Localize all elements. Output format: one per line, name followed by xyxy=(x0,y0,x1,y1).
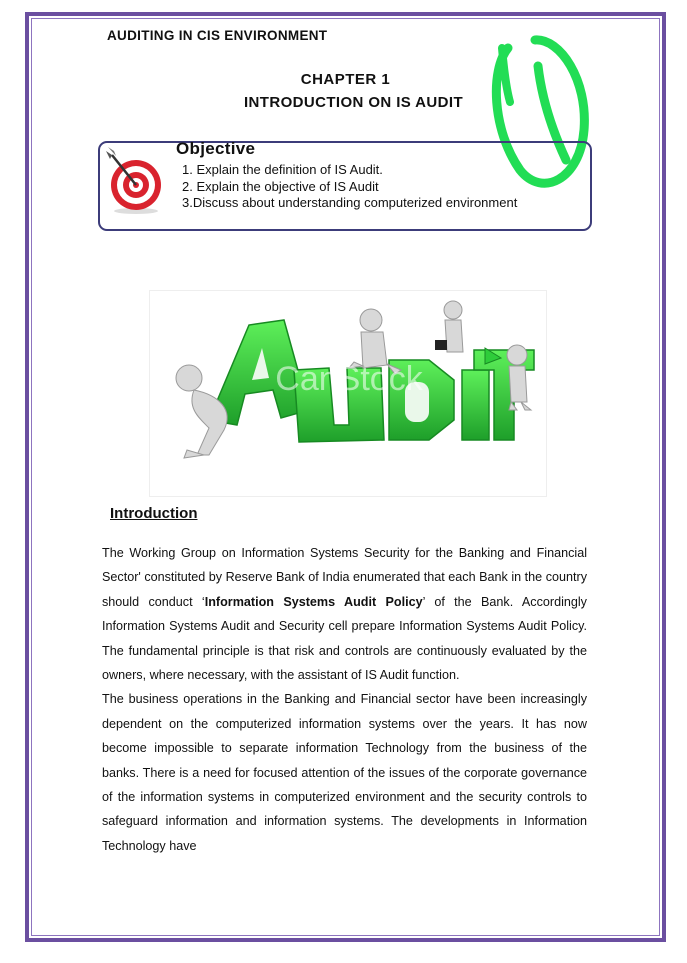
p1-text-b: ’ of the Bank. Accordingly Information Systems Audit and Security cell prepare Information Systems Audit Policy. The fundamental principle is that risk and controls are continuously evaluated by the owners, where necessary, with the assistant of IS Audit function. xyxy=(102,594,587,683)
chapter-title: INTRODUCTION ON IS AUDIT xyxy=(243,94,464,111)
introduction-heading: Introduction xyxy=(110,505,198,522)
objective-title: Objective xyxy=(176,139,256,158)
objective-item: 1. Explain the definition of IS Audit. xyxy=(182,162,383,177)
running-header: AUDITING IN CIS ENVIRONMENT xyxy=(107,28,328,43)
p1-text-a: The Working Group on Information Systems Security for the Banking and Financial Sector' constituted by Reserve Bank of India enumerated that each Bank in the country should conduct ‘ xyxy=(102,546,587,609)
introduction-paragraph-1 xyxy=(102,541,587,687)
objective-list xyxy=(182,162,517,212)
introduction-paragraph-2: The business operations in the Banking and Financial sector have been increasingly dependent on the computerized information systems over the years. It has now become impossible to separate information Technology from the business of the banks. There is a need for focused attention of the issues of the corporate governance of the information systems in computerized environment and the security controls to safeguard information and information systems. The developments in Information Technology have xyxy=(102,692,587,853)
chapter-number: CHAPTER 1 xyxy=(300,71,391,88)
dartboard-target-icon xyxy=(100,145,170,215)
p1-bold-term: Information Systems Audit Policy xyxy=(204,594,423,609)
audit-illustration xyxy=(149,290,547,497)
introduction-body xyxy=(102,541,587,858)
watermark-text: CanStock xyxy=(275,360,423,398)
objective-item: 2. Explain the objective of IS Audit xyxy=(182,178,379,194)
objective-item: 3.Discuss about understanding computerized environment xyxy=(182,195,518,210)
